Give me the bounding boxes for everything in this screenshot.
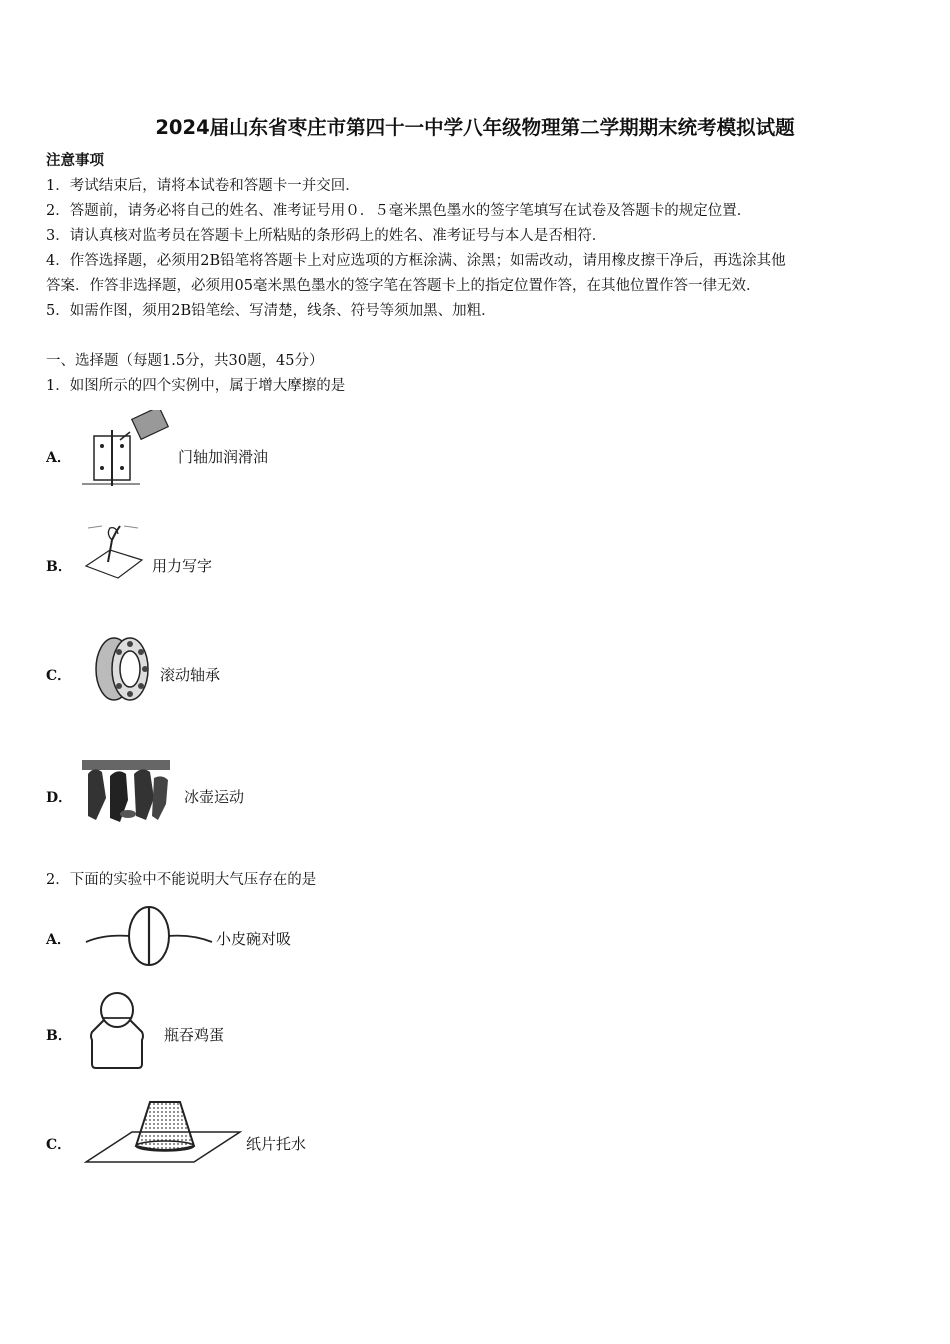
notice-item-3: 3．请认真核对监考员在答题卡上所粘贴的条形码上的姓名、准考证号与本人是否相符． <box>46 228 607 244</box>
exam-title: 2024届山东省枣庄市第四十一中学八年级物理第二学期期末统考模拟试题 <box>155 116 795 139</box>
notice-item-4: 4．作答选择题，必须用2B铅笔将答题卡上对应选项的方框涂满、涂黑；如需改动，请用橡皮擦干净后，再选涂其他 <box>46 253 786 269</box>
q1-option-a-text: 门轴加润滑油 <box>178 448 269 466</box>
curling-figure <box>80 754 172 826</box>
q2-option-b-text: 瓶吞鸡蛋 <box>164 1026 225 1044</box>
suction-cups-figure <box>84 904 214 968</box>
q1-option-c-letter: C． <box>46 668 72 684</box>
door-hinge-oil-figure <box>80 410 172 488</box>
q2-option-b-letter: B． <box>46 1028 72 1044</box>
q1-option-b-letter: B． <box>46 559 72 575</box>
q2-option-c-letter: C． <box>46 1137 72 1153</box>
notice-item-5: 5．如需作图，须用2B铅笔绘、写清楚，线条、符号等须加黑、加粗． <box>46 303 496 319</box>
q1-option-a-letter: A． <box>46 450 71 466</box>
rolling-bearing-figure <box>92 634 154 704</box>
q1-option-d-letter: D． <box>46 790 73 806</box>
notice-item-4-cont: 答案．作答非选择题，必须用05毫米黑色墨水的签字笔在答题卡上的指定位置作答，在其他位置作答一律无效． <box>46 278 761 294</box>
q1-option-d-text: 冰壶运动 <box>184 788 245 806</box>
q2-option-a-text: 小皮碗对吸 <box>216 930 292 948</box>
q2-option-c-text: 纸片托水 <box>246 1135 307 1153</box>
question-2-stem: 2．下面的实验中不能说明大气压存在的是 <box>46 872 317 888</box>
notice-item-1: 1．考试结束后，请将本试卷和答题卡一并交回． <box>46 178 360 194</box>
q1-option-b-text: 用力写字 <box>152 557 213 575</box>
bottle-egg-figure <box>88 990 154 1072</box>
notice-item-2: 2．答题前，请务必将自己的姓名、准考证号用０．５毫米黑色墨水的签字笔填写在试卷及答题卡的规定位置． <box>46 203 752 219</box>
section-heading: 一、选择题（每题1.5分，共30题，45分） <box>46 353 324 369</box>
q2-option-a-letter: A． <box>46 932 71 948</box>
notice-heading: 注意事项 <box>46 152 104 169</box>
writing-hand-figure <box>82 520 146 580</box>
question-1-stem: 1．如图所示的四个实例中，属于增大摩擦的是 <box>46 378 346 394</box>
paper-holds-water-figure <box>84 1098 242 1166</box>
q1-option-c-text: 滚动轴承 <box>160 666 221 684</box>
